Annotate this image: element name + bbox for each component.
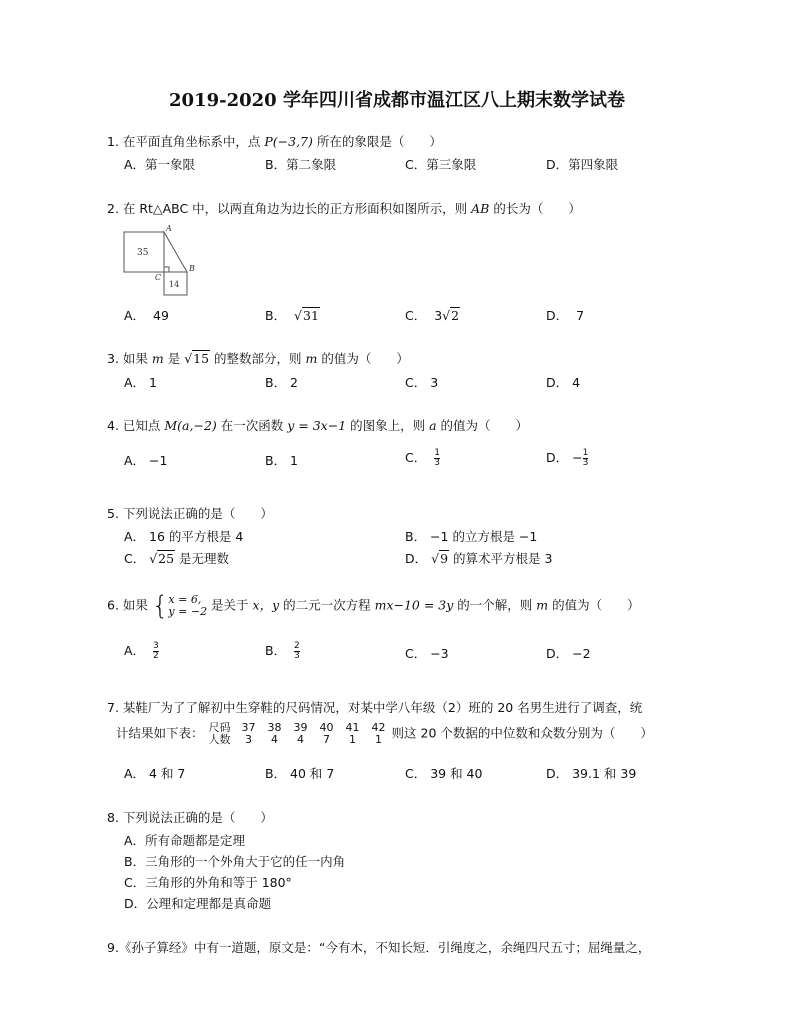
q7-line2-post: 则这 20 个数据的中位数和众数分别为（ ）: [391, 725, 653, 741]
q3-stem-mid2: 的整数部分，则: [210, 351, 306, 366]
q6-equation-system: [168, 594, 207, 618]
q4-stem-mid: 在一次函数: [216, 418, 288, 433]
question-9: 9.《孙子算经》中有一道题，原文是：“今有木，不知长短．引绳度之，余绳四尺五寸；屈绳量之，: [107, 940, 651, 955]
q4-option-d-label: D． −: [546, 450, 583, 465]
question-1: [107, 132, 442, 150]
q2-option-b-label: B．: [265, 308, 287, 323]
q2-triangle: [164, 232, 187, 272]
q3-stem-mid: 是: [163, 351, 185, 366]
q2-option-d-value: 7: [576, 308, 585, 323]
q7-table: [204, 722, 392, 746]
q6-var: m: [536, 597, 549, 613]
q8-option-a: A．所有命题都是定理: [124, 833, 246, 848]
q4-option-d-den: 3: [582, 458, 589, 468]
q2-area-35: 35: [137, 248, 149, 258]
q3-stem-post: 的值为（ ）: [317, 351, 409, 366]
q2-stem-post: 的长为（ ）: [489, 201, 581, 216]
q6-option-b-den: 3: [294, 651, 300, 661]
q1-stem-pre: 1. 在平面直角坐标系中，点: [107, 134, 265, 149]
q7-table-row-count: [204, 734, 392, 746]
q4-stem-mid2: 的图象上，则: [346, 418, 430, 433]
q3-radicand: 15: [193, 351, 210, 366]
q2-option-d-label: D．: [546, 308, 569, 323]
q6-option-a-fraction: [153, 642, 159, 661]
q1-option-d: D．第四象限: [546, 157, 619, 172]
q7-option-c: C． 39 和 40: [405, 766, 483, 781]
q6-stem-mid: 是关于: [207, 597, 253, 613]
q4-option-d-fraction: [583, 449, 589, 468]
q4-var: a: [429, 418, 437, 433]
q7-table-cell: 4: [271, 733, 279, 746]
q7-line2-pre: 计结果如下表：: [116, 725, 204, 741]
q7-option-a: A． 4 和 7: [124, 766, 186, 781]
q4-stem-post: 的值为（ ）: [436, 418, 529, 433]
q7-table-cell: 42: [371, 721, 386, 734]
q2-label-a: A: [166, 224, 172, 233]
q4-option-b: B． 1: [265, 453, 299, 468]
q2-option-c-radicand: 2: [451, 308, 460, 323]
q1-option-a: A．第一象限: [124, 157, 196, 172]
q6-stem-pre: 6. 如果: [107, 597, 152, 613]
q5-option-d-text: 的算术平方根是 3: [449, 551, 553, 566]
q7-table-header-size: 尺码: [208, 721, 231, 734]
q7-table-cell: 40: [319, 721, 334, 734]
q5-option-a: A． 16 的平方根是 4: [124, 529, 244, 544]
q4-option-c-den: 3: [434, 458, 440, 468]
q4-option-c-label: C．: [405, 450, 427, 465]
q6-option-c: C． −3: [405, 646, 449, 661]
q2-option-b-radicand: 31: [303, 308, 319, 323]
q2-figure: [118, 222, 202, 298]
q2-option-c-label: C．: [405, 308, 427, 323]
q5-option-c-sqrt: √25: [149, 551, 175, 566]
q2-option-c: [405, 306, 460, 324]
q3-stem-pre: 3. 如果: [107, 351, 152, 366]
q7-table-cell: 37: [241, 721, 256, 734]
q1-option-b: B．第二象限: [265, 157, 337, 172]
q2-option-c-coef: 3: [434, 308, 443, 323]
question-2: [107, 199, 581, 217]
q5-option-c-text: 是无理数: [175, 551, 230, 566]
q5-option-d-label: D．: [405, 551, 432, 566]
q4-function: y = 3x−1: [287, 418, 347, 433]
q6-option-a-num: 3: [153, 641, 159, 651]
q4-point: M(a,−2): [164, 418, 217, 433]
q7-option-b: B． 40 和 7: [265, 766, 335, 781]
q1-stem-post: 所在的象限是（ ）: [312, 134, 442, 149]
q3-option-c: C． 3: [405, 375, 439, 390]
q7-table-cell: 7: [323, 733, 331, 746]
q6-stem-mid3: 的一个解，则: [453, 597, 537, 613]
q2-option-d: [546, 306, 584, 324]
q4-stem-pre: 4. 已知点: [107, 418, 165, 433]
q8-option-b: B．三角形的一个外角大于它的任一内角: [124, 854, 346, 869]
q6-eq1: x = 6,: [168, 593, 202, 606]
q2-option-a-label: A．: [124, 308, 146, 323]
q4-option-c: [405, 448, 440, 468]
q3-sqrt: √15: [184, 351, 210, 366]
q6-eq2: y = −2: [168, 605, 208, 618]
q2-stem-pre: 2. 在 Rt△ABC 中，以两直角边为边长的正方形面积如图所示，则: [107, 201, 472, 216]
q6-option-a: [124, 641, 159, 661]
q7-table-cell: 38: [267, 721, 282, 734]
q6-equation: mx−10 = 3y: [374, 597, 454, 613]
q4-option-c-num: 1: [434, 448, 440, 458]
question-8: 8. 下列说法正确的是（ ）: [107, 810, 273, 825]
q5-option-d: [405, 549, 552, 567]
q8-option-d: D．公理和定理都是真命题: [124, 896, 272, 911]
q8-option-c: C．三角形的外角和等于 180°: [124, 875, 292, 890]
q7-table-cell: 41: [345, 721, 360, 734]
q6-option-a-label: A．: [124, 643, 146, 658]
q6-option-d: D． −2: [546, 646, 591, 661]
q5-option-c: [124, 549, 229, 567]
page-title: 2019-2020 学年四川省成都市温江区八上期末数学试卷: [169, 90, 625, 111]
q7-table-cell: 4: [297, 733, 305, 746]
q3-option-b: B． 2: [265, 375, 299, 390]
q4-option-d-num: 1: [582, 448, 589, 458]
question-4: [107, 416, 528, 434]
q1-point: P(−3,7): [264, 134, 313, 149]
q7-table-cell: 39: [293, 721, 308, 734]
q2-option-b-sqrt: √31: [294, 308, 319, 323]
q3-option-a: A． 1: [124, 375, 157, 390]
q6-option-b-fraction: [294, 642, 300, 661]
q4-option-d: [546, 448, 588, 468]
q7-table-cell: 1: [375, 733, 383, 746]
q6-option-a-den: 2: [153, 651, 159, 661]
q5-option-b: B． −1 的立方根是 −1: [405, 529, 538, 544]
q7-option-d: D． 39.1 和 39: [546, 766, 637, 781]
q6-brace: {: [151, 591, 169, 621]
q5-option-c-label: C．: [124, 551, 150, 566]
q3-var: m: [151, 351, 164, 366]
q2-option-a-value: 49: [153, 308, 169, 323]
q2-option-b: [265, 306, 320, 324]
q2-label-b: B: [189, 264, 195, 273]
q2-segment: AB: [471, 201, 490, 216]
q6-stem-mid2: 的二元一次方程: [279, 597, 375, 613]
q2-option-c-sqrt: √2: [442, 308, 460, 323]
q5-option-c-radicand: 25: [158, 551, 175, 566]
question-7: 7. 某鞋厂为了了解初中生穿鞋的尺码情况，对某中学八年级（2）班的 20 名男生进行了调查，统: [107, 700, 643, 715]
q6-option-b-num: 2: [294, 641, 300, 651]
q3-option-d: D． 4: [546, 375, 581, 390]
question-6: [107, 593, 640, 619]
question-7-line-2: [116, 722, 653, 746]
q6-vars: x，y: [252, 597, 280, 613]
q2-right-angle-mark: [164, 267, 169, 272]
q7-table-header-count: 人数: [208, 733, 231, 746]
q7-table-cell: 1: [349, 733, 357, 746]
q2-label-c: C: [155, 273, 162, 282]
q6-stem-post: 的值为（ ）: [548, 597, 640, 613]
q7-table-cell: 3: [245, 733, 253, 746]
q3-var2: m: [305, 351, 318, 366]
q1-option-c: C．第三象限: [405, 157, 477, 172]
q2-area-14: 14: [169, 280, 180, 289]
q5-option-d-radicand: 9: [440, 551, 449, 566]
q6-option-b: [265, 641, 300, 661]
q2-option-a: [124, 306, 169, 324]
q4-option-c-fraction: [434, 449, 440, 468]
question-3: [107, 349, 409, 367]
q5-option-d-sqrt: √9: [431, 551, 449, 566]
q6-option-b-label: B．: [265, 643, 287, 658]
q4-option-a: A． −1: [124, 453, 168, 468]
question-5: 5. 下列说法正确的是（ ）: [107, 506, 273, 521]
